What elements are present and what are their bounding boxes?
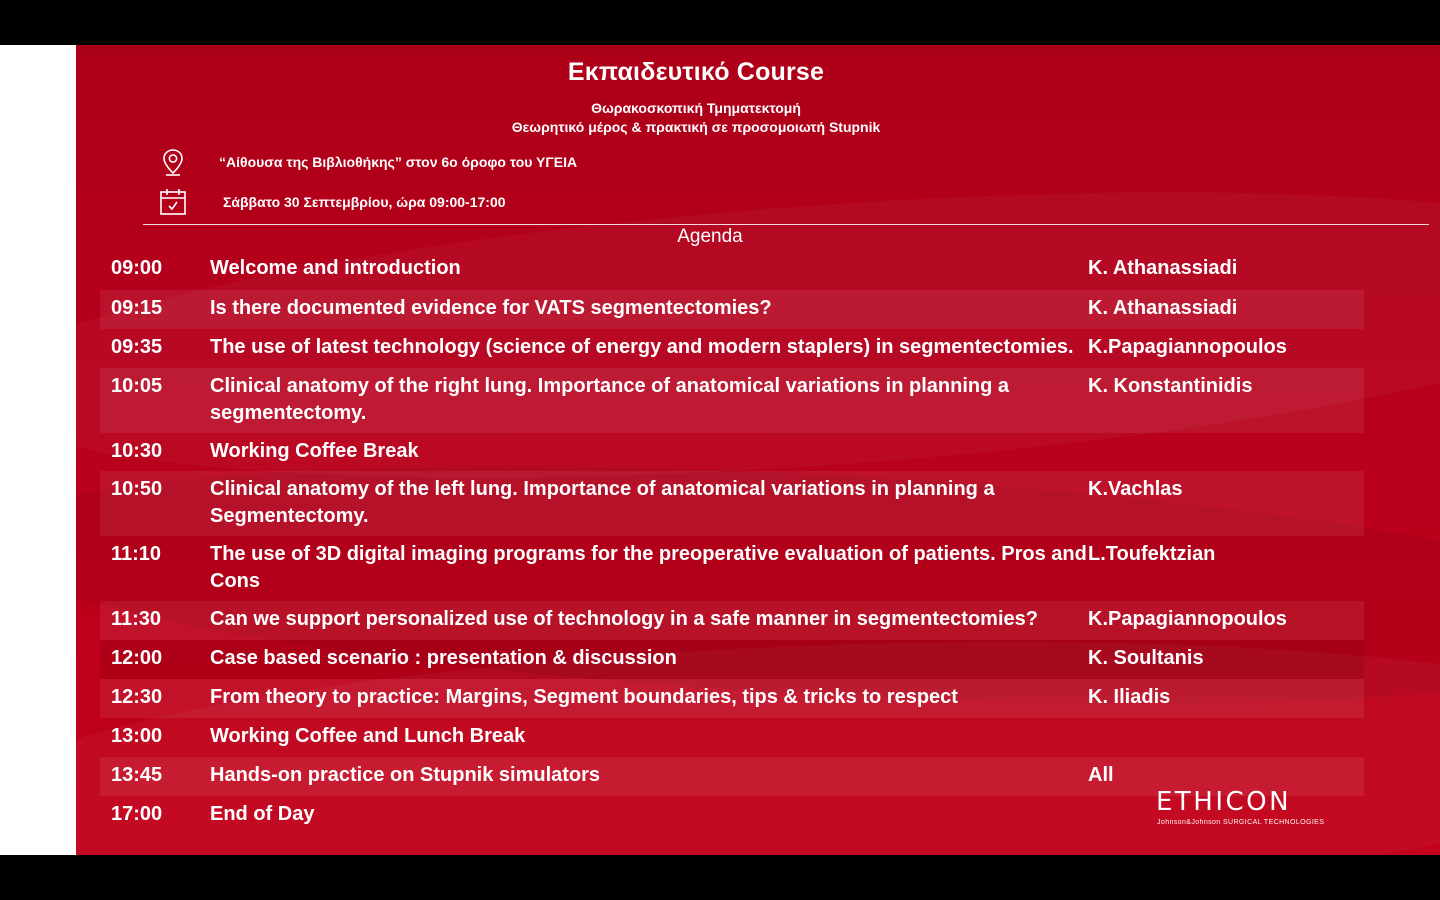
agenda-slide — [76, 45, 1440, 855]
logo-wordmark: ETHICON — [1156, 787, 1292, 817]
agenda-row — [100, 679, 1364, 718]
session-topic: The use of 3D digital imaging programs for the preoperative evaluation of patients. Pros and Cons — [210, 543, 1087, 592]
course-title: Εκπαιδευτικό Course — [567, 58, 825, 86]
session-speaker: K. Athanassiadi — [1088, 297, 1238, 319]
agenda-row — [100, 329, 1364, 368]
session-speaker: K. Soultanis — [1088, 647, 1204, 669]
session-topic: Can we support personalized use of technology in a safe manner in segmentectomies? — [210, 608, 1038, 630]
agenda-row — [100, 250, 1364, 290]
session-time: 11:30 — [111, 608, 162, 630]
left-margin — [0, 45, 76, 855]
agenda-row — [100, 433, 1364, 471]
session-topic: The use of latest technology (science of energy and modern staplers) in segmentectomies. — [210, 336, 1074, 358]
session-speaker — [1088, 718, 1364, 723]
session-topic: Case based scenario : presentation & discussion — [210, 647, 677, 669]
session-topic: Hands-on practice on Stupnik simulators — [210, 764, 601, 786]
agenda-row — [100, 368, 1364, 433]
session-time: 13:00 — [111, 725, 163, 747]
agenda-row — [100, 536, 1364, 601]
date-text: Σάββατο 30 Σεπτεμβρίου, ώρα 09:00-17:00 — [223, 194, 506, 210]
session-speaker: K. Iliadis — [1088, 686, 1171, 708]
session-time: 12:00 — [111, 647, 163, 669]
session-time: 11:10 — [111, 543, 162, 565]
session-time: 13:45 — [111, 764, 163, 786]
session-speaker: K.Papagiannopoulos — [1088, 608, 1287, 630]
session-topic: Working Coffee Break — [210, 440, 419, 462]
session-topic: End of Day — [210, 803, 315, 825]
session-time: 09:15 — [111, 297, 163, 319]
session-time: 09:00 — [111, 257, 163, 279]
session-time: 10:30 — [111, 440, 163, 462]
session-speaker: K.Vachlas — [1088, 478, 1183, 500]
session-speaker: All — [1088, 764, 1114, 786]
agenda-row — [100, 601, 1364, 640]
ethicon-logo — [1156, 787, 1336, 831]
session-time: 10:05 — [111, 375, 163, 397]
session-topic: From theory to practice: Margins, Segment boundaries, tips & tricks to respect — [210, 686, 958, 708]
course-subtitle: Θωρακοσκοπική Τμηματεκτομή — [591, 100, 801, 116]
session-topic: Welcome and introduction — [210, 257, 461, 279]
agenda-heading: Agenda — [677, 226, 743, 247]
session-time: 12:30 — [111, 686, 163, 708]
calendar-icon — [158, 187, 188, 217]
location-text: “Αίθουσα της Βιβλιοθήκης” στον 6ο όροφο του ΥΓΕΙΑ — [219, 154, 578, 170]
session-speaker: K. Athanassiadi — [1088, 257, 1238, 279]
session-speaker: K. Konstantinidis — [1088, 375, 1253, 397]
agenda-row — [100, 471, 1364, 536]
divider — [143, 224, 1429, 225]
agenda-row — [100, 290, 1364, 329]
agenda-row — [100, 640, 1364, 679]
session-topic: Working Coffee and Lunch Break — [210, 725, 526, 747]
location-pin-icon — [158, 147, 188, 177]
logo-tagline: Johnson&Johnson SURGICAL TECHNOLOGIES — [1157, 819, 1325, 826]
session-time: 10:50 — [111, 478, 163, 500]
session-topic: Clinical anatomy of the left lung. Importance of anatomical variations in planning a Segmentectomy. — [210, 478, 995, 527]
session-speaker: L.Toufektzian — [1088, 543, 1216, 565]
session-speaker — [1088, 433, 1364, 438]
session-speaker: K.Papagiannopoulos — [1088, 336, 1287, 358]
session-time: 17:00 — [111, 803, 163, 825]
session-time: 09:35 — [111, 336, 163, 358]
agenda-table — [100, 250, 1364, 835]
session-topic: Clinical anatomy of the right lung. Importance of anatomical variations in planning a segmentectomy. — [210, 375, 1009, 424]
session-topic: Is there documented evidence for VATS segmentectomies? — [210, 297, 772, 319]
course-description: Θεωρητικό μέρος & πρακτική σε προσομοιωτή Stupnik — [511, 119, 881, 135]
agenda-row — [100, 718, 1364, 757]
